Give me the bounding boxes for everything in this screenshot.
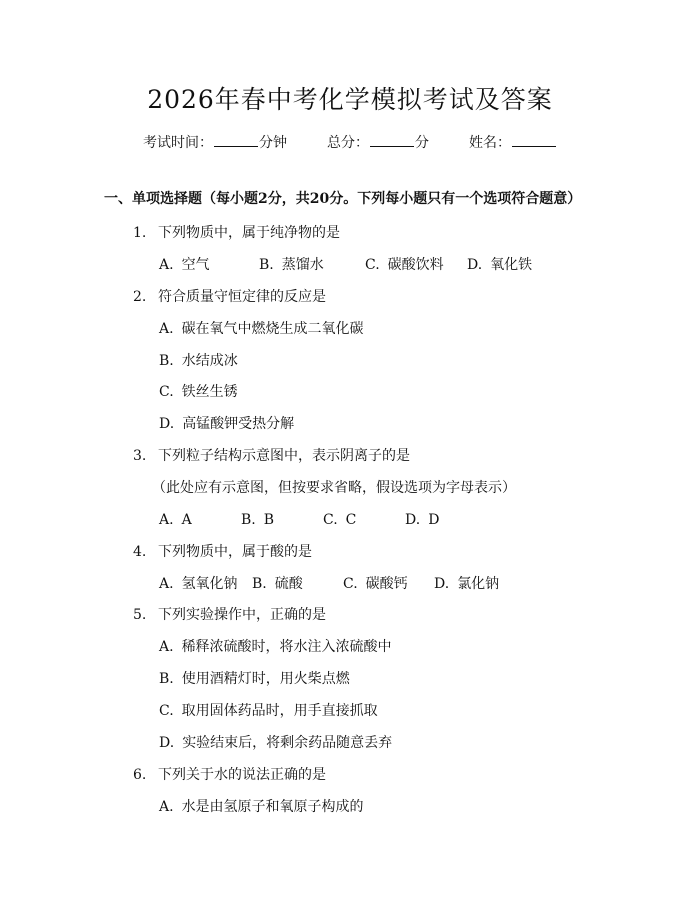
question-4-option-c: C. 碳酸钙 bbox=[343, 576, 408, 592]
question-2 bbox=[133, 287, 326, 307]
section-title: 一、单项选择题（每小题2分，共20分。下列每小题只有一个选项符合题意） bbox=[104, 191, 582, 207]
question-3-note: （此处应有示意图，但按要求省略，假设选项为字母表示） bbox=[152, 480, 516, 496]
exam-time-field bbox=[143, 132, 287, 153]
question-number: 5. bbox=[133, 607, 147, 623]
question-number: 3. bbox=[133, 448, 147, 464]
question-number: 2. bbox=[133, 289, 147, 305]
question-2-option-d: D. 高锰酸钾受热分解 bbox=[159, 416, 295, 432]
question-text: 下列粒子结构示意图中，表示阴离子的是 bbox=[158, 448, 410, 464]
question-4 bbox=[133, 542, 312, 562]
total-score-field bbox=[327, 132, 429, 153]
question-1-option-c: C. 碳酸饮料 bbox=[365, 257, 444, 273]
question-text: 下列物质中，属于酸的是 bbox=[158, 544, 312, 560]
question-1-option-a: A. 空气 bbox=[159, 257, 210, 273]
total-score-blank bbox=[370, 132, 414, 147]
exam-time-label: 考试时间： bbox=[143, 135, 213, 151]
question-5-option-b: B. 使用酒精灯时，用火柴点燃 bbox=[159, 671, 350, 687]
question-6 bbox=[133, 765, 326, 785]
question-text: 符合质量守恒定律的反应是 bbox=[158, 289, 326, 305]
exam-info-row bbox=[0, 132, 700, 153]
question-5-option-d: D. 实验结束后，将剩余药品随意丢弃 bbox=[159, 735, 393, 751]
question-number: 4. bbox=[133, 544, 147, 560]
question-2-option-c: C. 铁丝生锈 bbox=[159, 384, 238, 400]
question-text: 下列关于水的说法正确的是 bbox=[158, 767, 326, 783]
question-3-option-d: D. D bbox=[405, 512, 440, 528]
question-text: 下列物质中，属于纯净物的是 bbox=[158, 225, 340, 241]
total-score-unit: 分 bbox=[415, 135, 429, 151]
page-title: 2026年春中考化学模拟考试及答案 bbox=[147, 85, 553, 114]
question-3-option-a: A. A bbox=[159, 512, 192, 528]
question-3-option-c: C. C bbox=[323, 512, 357, 528]
question-4-option-d: D. 氯化钠 bbox=[434, 576, 500, 592]
question-4-option-a: A. 氢氧化钠 bbox=[159, 576, 238, 592]
student-name-blank bbox=[512, 132, 556, 147]
question-2-option-b: B. 水结成冰 bbox=[159, 353, 238, 369]
total-score-label: 总分： bbox=[327, 135, 369, 151]
question-4-option-b: B. 硫酸 bbox=[252, 576, 303, 592]
question-number: 6. bbox=[133, 767, 147, 783]
question-5-option-c: C. 取用固体药品时，用手直接抓取 bbox=[159, 703, 378, 719]
question-3-option-b: B. B bbox=[241, 512, 275, 528]
question-1 bbox=[133, 223, 340, 243]
exam-time-blank bbox=[214, 132, 258, 147]
question-2-option-a: A. 碳在氧气中燃烧生成二氧化碳 bbox=[159, 321, 364, 337]
question-text: 下列实验操作中，正确的是 bbox=[158, 607, 326, 623]
question-5 bbox=[133, 605, 326, 625]
question-number: 1. bbox=[133, 225, 147, 241]
question-5-option-a: A. 稀释浓硫酸时，将水注入浓硫酸中 bbox=[159, 639, 392, 655]
exam-time-unit: 分钟 bbox=[259, 135, 287, 151]
student-name-label: 姓名： bbox=[469, 135, 511, 151]
question-6-option-a: A. 水是由氢原子和氧原子构成的 bbox=[159, 799, 364, 815]
question-1-option-b: B. 蒸馏水 bbox=[259, 257, 324, 273]
student-name-field bbox=[469, 132, 557, 153]
question-1-option-d: D. 氧化铁 bbox=[467, 257, 533, 273]
question-3 bbox=[133, 446, 410, 466]
